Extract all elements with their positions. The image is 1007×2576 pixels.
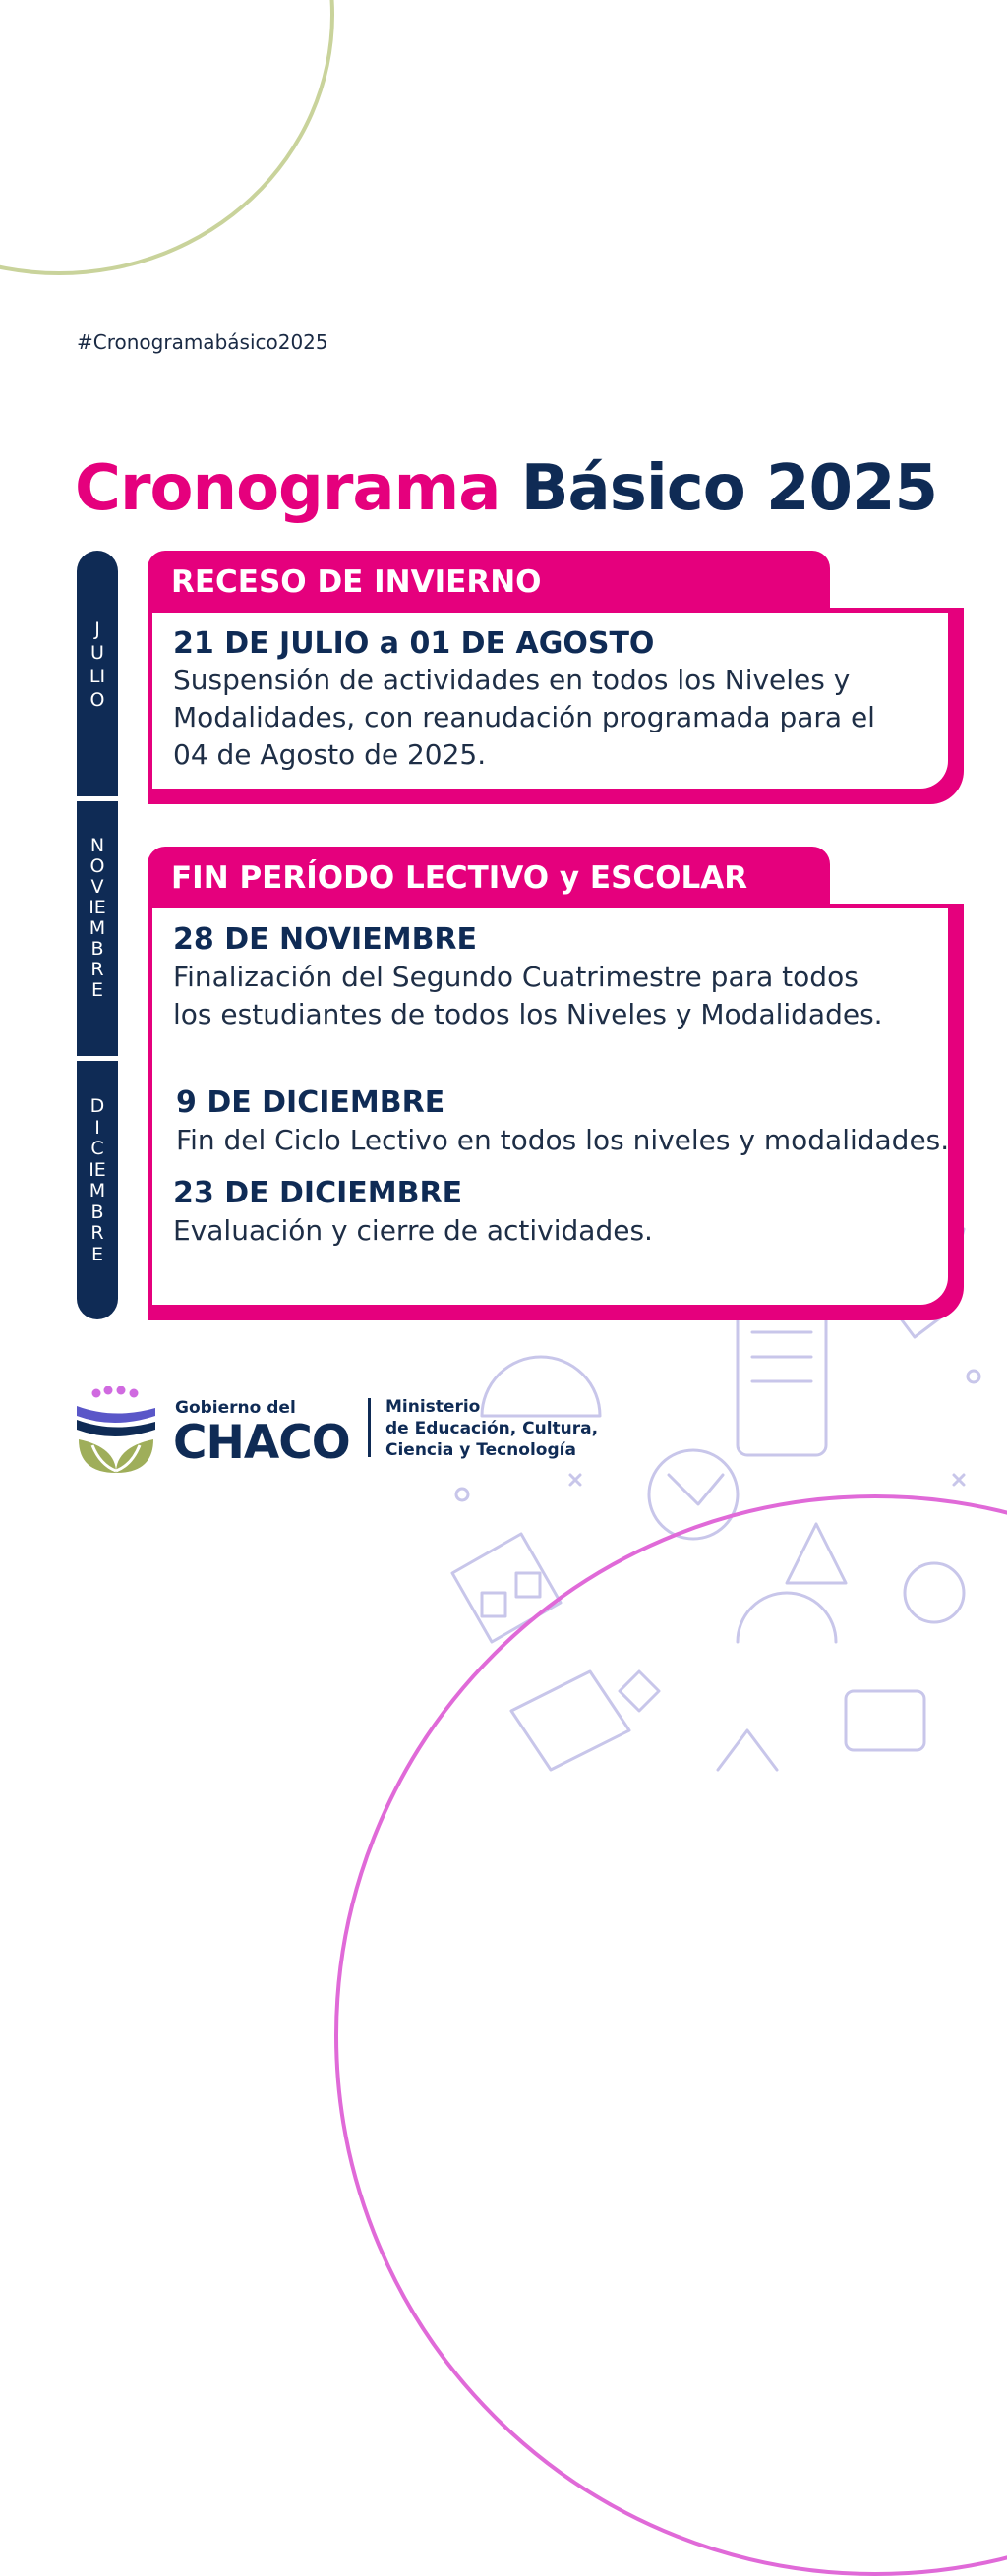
hashtag: #Cronogramabásico2025 xyxy=(77,330,328,354)
event-date: 21 DE JULIO a 01 DE AGOSTO xyxy=(173,626,655,661)
month-text: JULIO xyxy=(89,618,106,711)
title-part-basico: Básico 2025 xyxy=(520,452,938,525)
logo-chaco-text: CHACO xyxy=(173,1416,350,1470)
title-part-cronograma: Cronograma xyxy=(75,452,501,525)
timeline-separator xyxy=(77,1056,118,1061)
logo-gobierno-text: Gobierno del xyxy=(175,1398,296,1418)
event-date: 23 DE DICIEMBRE xyxy=(173,1176,463,1210)
event-description: Evaluación y cierre de actividades. xyxy=(173,1214,653,1247)
ministry-name: Ministerio de Educación, Cultura, Ciencia y Tecnología xyxy=(385,1397,599,1460)
page-title xyxy=(75,452,937,525)
section-body xyxy=(148,904,964,1320)
event-date: 28 DE NOVIEMBRE xyxy=(173,922,478,957)
section-card-receso xyxy=(148,551,964,806)
decorative-arc-top xyxy=(0,0,334,275)
section-heading: RECESO DE INVIERNO xyxy=(148,551,830,614)
section-content xyxy=(152,613,948,789)
section-card-fin-periodo xyxy=(148,847,964,1320)
month-text: NOVIEMBRE xyxy=(89,835,106,1001)
event-date: 9 DE DICIEMBRE xyxy=(176,1085,445,1120)
month-label-noviembre xyxy=(77,836,118,1001)
section-body xyxy=(148,608,964,804)
timeline-separator xyxy=(77,796,118,801)
month-text: DICIEMBRE xyxy=(89,1095,106,1265)
logo-divider xyxy=(368,1398,371,1457)
timeline-bar xyxy=(77,551,118,1319)
month-label-diciembre xyxy=(77,1096,118,1265)
event-description: Fin del Ciclo Lectivo en todos los niveles y modalidades. xyxy=(176,1124,950,1156)
section-heading: FIN PERÍODO LECTIVO y ESCOLAR xyxy=(148,847,830,909)
month-label-julio xyxy=(77,617,118,712)
section-content xyxy=(152,908,948,1305)
event-description: Suspensión de actividades en todos los Niveles y Modalidades, con reanudación programada para el 04 de Agosto de 2025. xyxy=(173,664,875,771)
gobierno-chaco-logo-icon xyxy=(75,1386,157,1475)
event-description: Finalización del Segundo Cuatrimestre para todos los estudiantes de todos los Niveles y Modalidades. xyxy=(173,961,883,1030)
